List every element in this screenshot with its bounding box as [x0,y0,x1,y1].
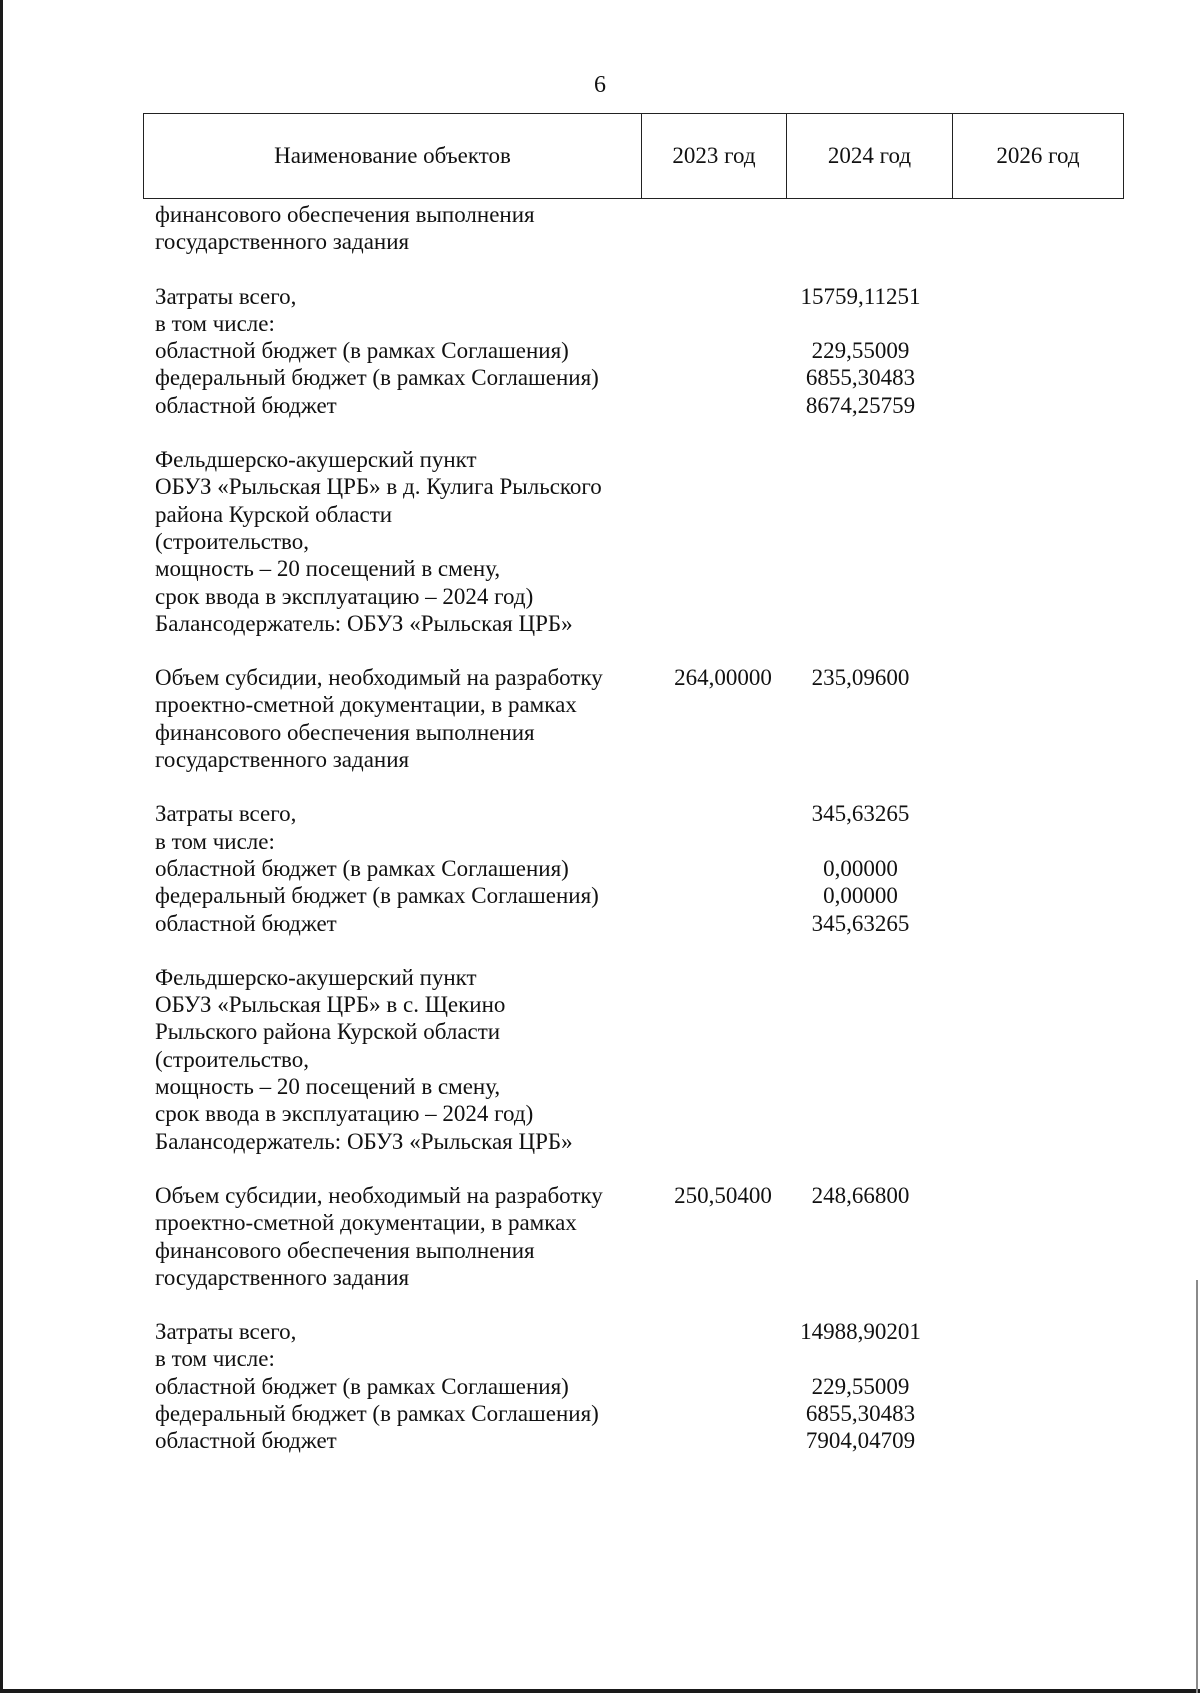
object-description-line: в том числе: [155,310,275,336]
value-2023-line [660,446,786,473]
value-2024-line [786,501,935,528]
value-2023-line [660,337,786,364]
header-year-2026: 2026 год [952,114,1123,198]
table-header [143,113,1124,199]
value-2024-line [786,555,935,582]
object-description-line: мощность – 20 посещений в смену, [155,1074,501,1100]
object-description-line: финансового обеспечения выполнения [155,719,535,745]
object-description-line: областной бюджет [155,392,337,418]
object-description-line: ОБУЗ «Рыльская ЦРБ» в с. Щекино [155,992,506,1018]
object-description-line: мощность – 20 посещений в смену, [155,556,501,582]
value-2023-line [660,610,786,637]
column-2023 [660,664,786,773]
column-text [155,800,660,936]
scan-edge-left [0,0,3,1693]
value-2024-line [786,610,935,637]
value-2024-line: 345,63265 [811,910,910,936]
column-2024 [786,964,935,1155]
value-2024-line [786,446,935,473]
object-description-line: Балансодержатель: ОБУЗ «Рыльская ЦРБ» [155,1128,573,1154]
value-2023-line [660,1264,786,1291]
table-row [155,800,935,936]
object-description-line: Балансодержатель: ОБУЗ «Рыльская ЦРБ» [155,610,573,636]
value-2023-line [660,828,786,855]
value-2023-line [660,1427,786,1454]
value-2023-line [660,1209,786,1236]
object-description-line: областной бюджет (в рамках Соглашения) [155,338,569,364]
value-2023-line [660,501,786,528]
table-row [155,964,935,1155]
value-2024-line: 14988,90201 [800,1319,921,1345]
value-2024-line [786,991,935,1018]
value-2024-line [786,1264,935,1291]
object-description-line: федеральный бюджет (в рамках Соглашения) [155,1400,599,1426]
value-2023-line [660,691,786,718]
object-description-line: Фельдшерско-акушерский пункт [155,447,477,473]
column-2023 [660,446,786,637]
header-object-name: Наименование объектов [274,143,511,168]
object-description-line: государственного задания [155,229,410,255]
value-2024-line [786,1209,935,1236]
value-2024-line: 345,63265 [811,801,910,827]
column-text [155,664,660,773]
object-description-line: государственного задания [155,1264,410,1290]
value-2024-line: 0,00000 [823,883,898,909]
column-text [155,1182,660,1291]
value-2024-line [786,828,935,855]
column-2023 [660,283,786,419]
value-2023-line [660,1046,786,1073]
value-2023-line [660,1345,786,1372]
column-2023 [660,964,786,1155]
table-row [155,1182,935,1291]
value-2023-line [660,800,786,827]
value-2024-line [786,528,935,555]
object-description-line: областной бюджет [155,910,337,936]
value-2024-line: 248,66800 [811,1182,910,1208]
object-description-line: проектно-сметной документации, в рамках [155,1210,577,1236]
value-2023-line [660,991,786,1018]
value-2023-line [660,364,786,391]
object-description-line: (строительство, [155,528,309,554]
value-2023-line [660,1373,786,1400]
column-2024 [786,1318,935,1454]
object-description-line: Фельдшерско-акушерский пункт [155,964,477,990]
value-2023-line [660,392,786,419]
column-2024 [786,283,935,419]
table-row [155,664,935,773]
object-description-line: финансового обеспечения выполнения [155,202,535,227]
value-2024-line [786,473,935,500]
value-2024-line: 229,55009 [811,338,910,364]
column-2024 [786,800,935,936]
column-text [155,201,660,256]
object-description-line: государственного задания [155,747,410,773]
value-2023-line [660,964,786,991]
value-2024-line: 15759,11251 [800,283,921,309]
value-2024-line [786,1345,935,1372]
value-2023-line [660,882,786,909]
value-2024-line [786,1046,935,1073]
column-2023 [660,1318,786,1454]
value-2023-line [660,1318,786,1345]
object-description-line: финансового обеспечения выполнения [155,1237,535,1263]
value-2024-line [786,1237,935,1264]
table-row [155,201,935,256]
scan-edge-right [1196,1280,1198,1693]
object-description-line: Объем субсидии, необходимый на разработку [155,1182,603,1208]
column-text [155,1318,660,1454]
column-2024 [786,664,935,773]
value-2023-line [660,1073,786,1100]
value-2024-line: 6855,30483 [805,365,916,391]
object-description-line: проектно-сметной документации, в рамках [155,692,577,718]
value-2023-line [660,855,786,882]
value-2023-line [660,746,786,773]
object-description-line: срок ввода в эксплуатацию – 2024 год) [155,583,534,609]
value-2024-line [786,746,935,773]
table-row [155,1318,935,1454]
value-2023-line [660,1237,786,1264]
object-description-line: (строительство, [155,1046,309,1072]
value-2024-line: 235,09600 [811,665,910,691]
object-description-line: областной бюджет (в рамках Соглашения) [155,855,569,881]
value-2024-line: 8674,25759 [805,392,916,418]
object-description-line: Затраты всего, [155,283,297,309]
value-2023-line [660,283,786,310]
value-2023-line [660,1100,786,1127]
value-2023-line [660,1018,786,1045]
value-2024-line: 6855,30483 [805,1400,916,1426]
value-2023-line [660,719,786,746]
value-2024-line: 0,00000 [823,855,898,881]
column-2024 [786,446,935,637]
column-2023 [660,1182,786,1291]
value-2024-line: 7904,04709 [805,1428,916,1454]
value-2023-line: 250,50400 [674,1182,772,1208]
object-description-line: срок ввода в эксплуатацию – 2024 год) [155,1101,534,1127]
value-2024-line [786,201,935,228]
object-description-line: Затраты всего, [155,801,297,827]
value-2024-line [786,583,935,610]
object-description-line: Затраты всего, [155,1319,297,1345]
object-description-line: в том числе: [155,1346,275,1372]
object-description-line: Объем субсидии, необходимый на разработку [155,665,603,691]
value-2024-line [786,1100,935,1127]
value-2024-line [786,719,935,746]
column-text [155,283,660,419]
value-2024-line [786,310,935,337]
column-text [155,964,660,1155]
value-2024-line: 229,55009 [811,1373,910,1399]
object-description-line: федеральный бюджет (в рамках Соглашения) [155,883,599,909]
value-2024-line [786,228,935,255]
column-2023 [660,201,786,256]
value-2024-line [786,1018,935,1045]
value-2023-line [660,910,786,937]
value-2023-line [660,473,786,500]
value-2023-line [660,1400,786,1427]
column-2023 [660,800,786,936]
column-2024 [786,1182,935,1291]
object-description-line: Рыльского района Курской области [155,1019,501,1045]
value-2023-line [660,228,786,255]
header-year-2024: 2024 год [786,114,952,198]
value-2024-line [786,691,935,718]
object-description-line: в том числе: [155,828,275,854]
value-2024-line [786,1128,935,1155]
scan-edge-bottom [0,1689,1200,1693]
value-2023-line: 264,00000 [674,665,772,691]
column-text [155,446,660,637]
object-description-line: областной бюджет [155,1428,337,1454]
page-number: 6 [594,72,606,98]
object-description-line: ОБУЗ «Рыльская ЦРБ» в д. Кулига Рыльского [155,474,602,500]
value-2023-line [660,555,786,582]
value-2023-line [660,1128,786,1155]
header-year-2023: 2023 год [641,114,786,198]
value-2024-line [786,964,935,991]
object-description-line: областной бюджет (в рамках Соглашения) [155,1373,569,1399]
value-2023-line [660,201,786,228]
table-row [155,446,935,637]
object-description-line: федеральный бюджет (в рамках Соглашения) [155,365,599,391]
value-2023-line [660,583,786,610]
table-body [155,201,935,1482]
column-2024 [786,201,935,256]
value-2023-line [660,528,786,555]
table-row [155,283,935,419]
value-2023-line [660,310,786,337]
value-2024-line [786,1073,935,1100]
object-description-line: района Курской области [155,501,393,527]
